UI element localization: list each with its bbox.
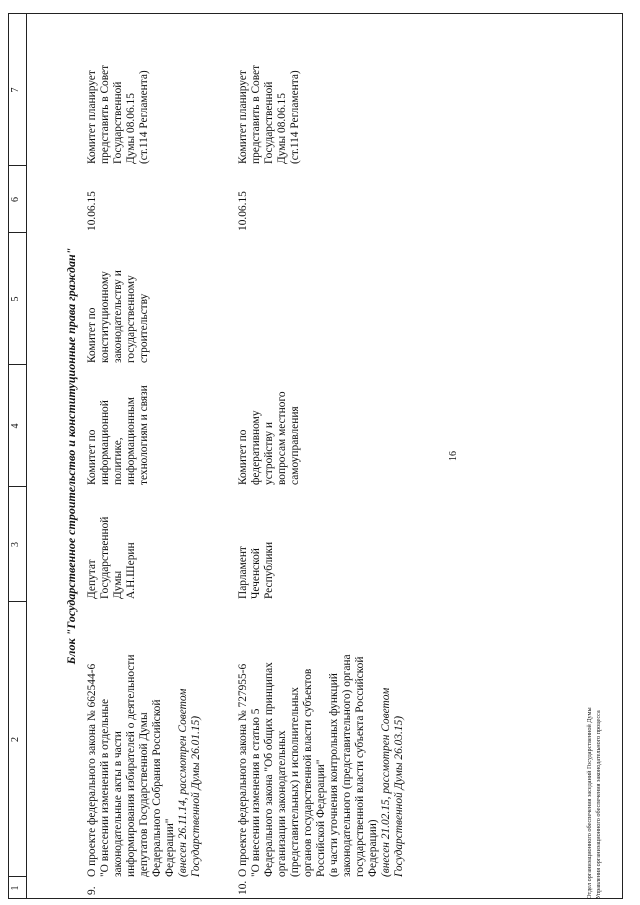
column-number: 2 [10, 737, 21, 742]
footer-line: Отдел организационного обеспечения заседаний Государственной Думы [586, 707, 593, 899]
bill-description: О проекте федерального закона № 662544-6 "О внесении изменений в отдельные законодательные акты в части информирования избирателей о деятельности депутатов Государственной Думы Федерального Собрания Российской Федерации" [86, 654, 176, 877]
column-number: 7 [10, 87, 21, 93]
agenda-table [8, 13, 623, 899]
bill-description: О проекте федерального закона № 727955-6 "О внесении изменения в статью 5 Федерального закона "Об общих принципах организации законодательных (представительных) и исполнительных органов государственной власти субъектов Российской Федерации" (в части уточнения контрольных функций законодательного (представительного) органа государственной власти субъекта Российской Федерации) [237, 654, 379, 877]
column-number: 6 [10, 197, 21, 202]
header-row-border [26, 13, 27, 899]
co-committee: Комитет по информационной политике, информационным технологиям и связи [86, 385, 150, 485]
bill-note: (внесен 26.11.14, рассмотрен Советом Государственной Думы 26.01.15) [177, 688, 202, 877]
column-number: 1 [10, 885, 21, 891]
deadline-date: 10.06.15 [237, 191, 249, 231]
table-top-border [8, 13, 9, 899]
column-number: 3 [10, 542, 21, 547]
page-number: 16 [448, 451, 459, 461]
table-bottom-border [622, 13, 623, 899]
column-number: 5 [10, 296, 21, 302]
column-number: 4 [10, 423, 21, 429]
bill-note: (внесен 21.02.15, рассмотрен Советом Государственной Думы 26.03.15) [380, 687, 405, 877]
footer-line: Управления организационного обеспечения законодательного процесса [595, 710, 602, 899]
block-title: Блок "Государственное строительство и конституционные права граждан" [64, 247, 78, 665]
co-committee: Комитет по федеративному устройству и вопросам местного самоуправления [237, 391, 301, 485]
page-footer [585, 707, 603, 899]
initiator: Депутат Государственной Думы А.Н.Шерин [86, 516, 137, 599]
row-number: 9. [86, 886, 98, 895]
initiator: Парламент Чеченской Республики [237, 541, 275, 599]
note: Комитет планирует представить в Совет Государственной Думы 08.06.15 (ст.114 Регламента) [237, 64, 301, 164]
table-left-border [8, 898, 623, 899]
row-number: 10. [237, 880, 249, 895]
lead-committee: Комитет по конституционному законодательству и государственному строительству [86, 270, 150, 363]
note: Комитет планирует представить в Совет Государственной Думы 08.06.15 (ст.114 Регламента) [86, 64, 150, 164]
deadline-date: 10.06.15 [86, 191, 98, 231]
